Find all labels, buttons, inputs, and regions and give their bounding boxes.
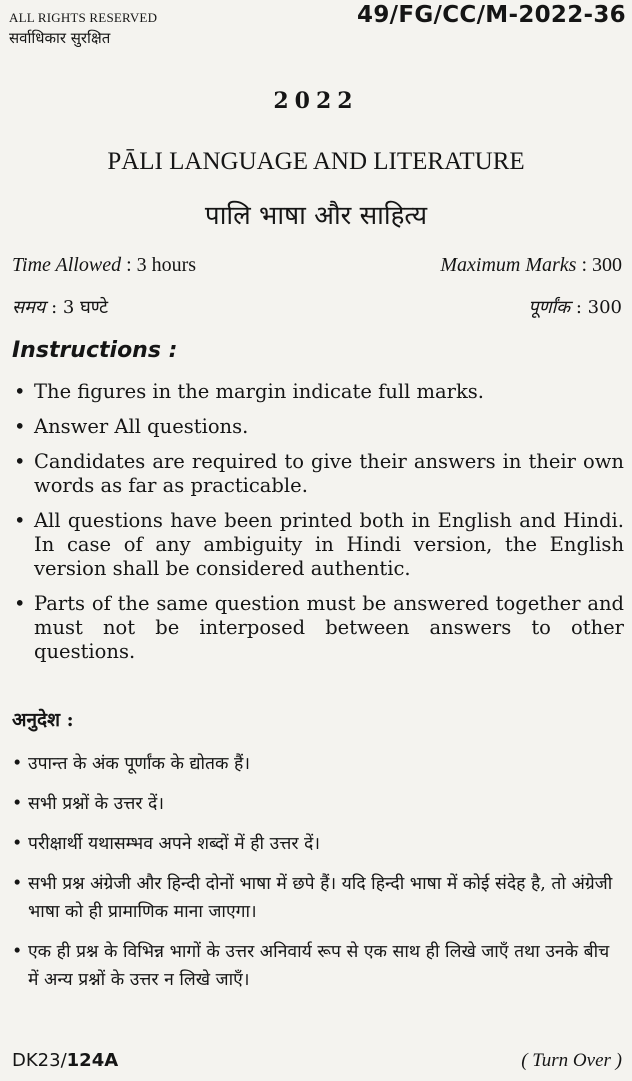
marks-label-hi: पूर्णांक (528, 297, 571, 318)
marks-label-en: Maximum Marks (440, 254, 577, 276)
instruction-item-hi: • सभी प्रश्नों के उत्तर दें। (12, 790, 624, 818)
instruction-item-en: • All questions have been printed both in English and Hindi. In case of any ambiguity in Hindi version, the English version shall be considered authentic. (12, 509, 624, 581)
paper-title-hi: पालि भाषा और साहित्य (204, 201, 428, 231)
instructions-heading-en: Instructions : (12, 338, 178, 363)
time-marks-row-en (12, 254, 622, 277)
time-allowed-hi (12, 295, 108, 319)
time-allowed-en (12, 254, 196, 277)
paper-code: 49/FG/CC/M-2022-36 (357, 2, 626, 28)
paper-title-en: PĀLI LANGUAGE AND LITERATURE (107, 148, 525, 175)
instructions-list-hi (12, 750, 624, 1006)
time-value-en: : 3 hours (126, 254, 197, 276)
instruction-item-hi: • उपान्त के अंक पूर्णांक के द्योतक हैं। (12, 750, 624, 778)
instruction-item-hi: • सभी प्रश्न अंग्रेजी और हिन्दी दोनों भाषा में छपे हैं। यदि हिन्दी भाषा में कोई संदेह है, तो अंग्रेजी भाषा को ही प्रामाणिक माना जाएगा। (12, 870, 624, 926)
booklet-code-prefix: DK23/ (12, 1050, 67, 1071)
instruction-item-en: • Answer All questions. (12, 415, 624, 439)
instruction-item-en: • Candidates are required to give their answers in their own words as far as practicable. (12, 450, 624, 498)
booklet-code (12, 1050, 118, 1071)
time-label-hi: समय (12, 297, 46, 318)
rights-reserved-hi: सर्वाधिकार सुरक्षित (9, 29, 111, 47)
marks-value-en: : 300 (581, 254, 622, 276)
maximum-marks-hi (528, 295, 622, 319)
instruction-item-hi: • एक ही प्रश्न के विभिन्न भागों के उत्तर अनिवार्य रूप से एक साथ ही लिखे जाएँ तथा उनके बीच में अन्य प्रश्नों के उत्तर न लिखे जाएँ। (12, 938, 624, 994)
instruction-item-en: • The figures in the margin indicate full marks. (12, 380, 624, 404)
time-marks-row-hi (12, 295, 622, 319)
maximum-marks-en (440, 254, 622, 277)
time-label-en: Time Allowed (12, 254, 122, 276)
instructions-heading-hi: अनुदेश : (12, 709, 74, 731)
booklet-code-number: 124A (66, 1050, 119, 1071)
turn-over-note: ( Turn Over ) (521, 1050, 622, 1071)
exam-year: 2022 (273, 88, 359, 114)
rights-reserved-en: ALL RIGHTS RESERVED (9, 10, 158, 25)
time-value-hi: : 3 घण्टे (51, 297, 109, 318)
instruction-item-en: • Parts of the same question must be answered together and must not be interposed between answers to other questions. (12, 592, 624, 664)
instruction-item-hi: • परीक्षार्थी यथासम्भव अपने शब्दों में ही उत्तर दें। (12, 830, 624, 858)
marks-value-hi: : 300 (575, 297, 622, 318)
instructions-list-en (12, 380, 624, 675)
